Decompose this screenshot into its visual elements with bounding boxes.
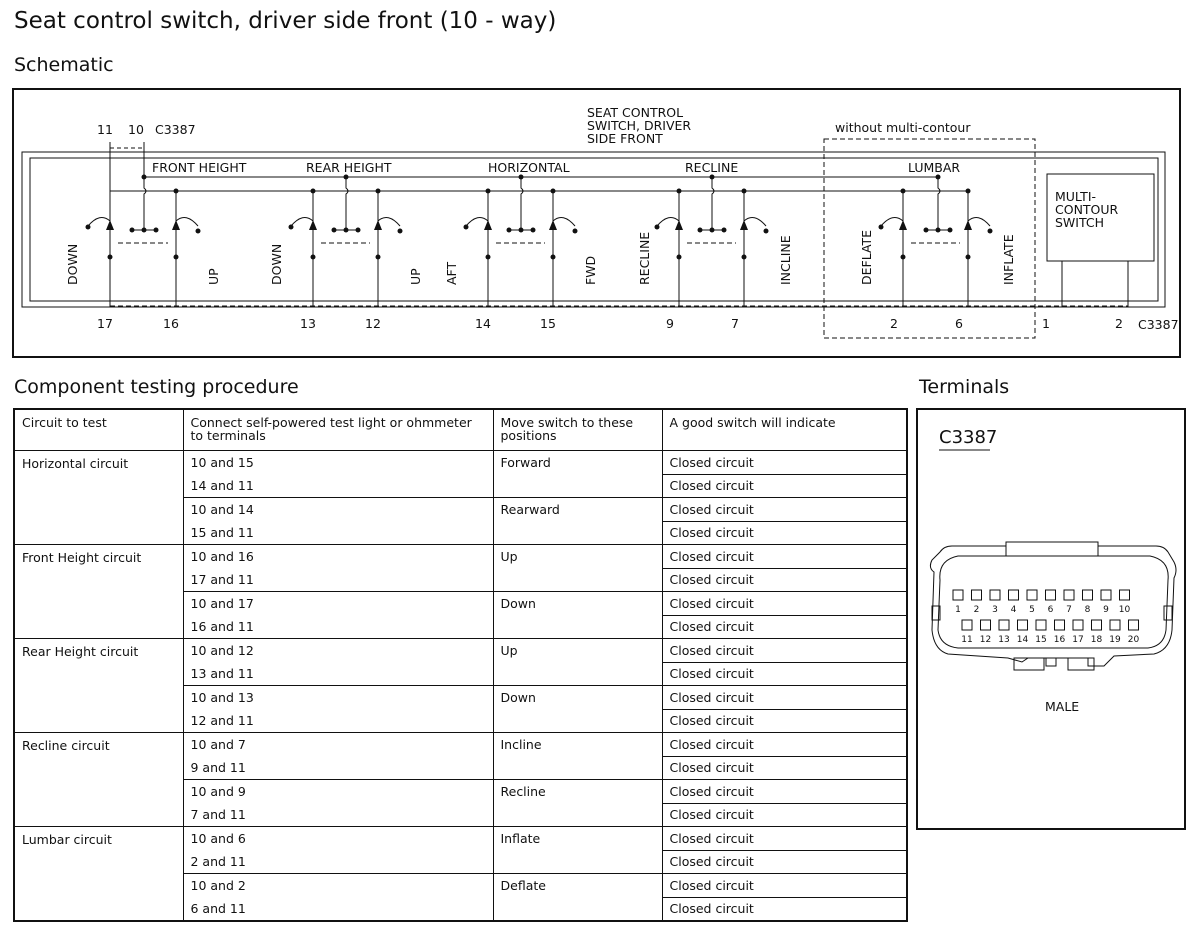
terminal-pin-number: 10	[1118, 605, 1131, 615]
terminals-cell: 10 and 13	[183, 686, 493, 710]
group-name: REAR HEIGHT	[306, 160, 392, 175]
procedure-table	[13, 408, 908, 922]
switch-label	[587, 105, 691, 146]
terminal-pin	[1064, 590, 1074, 600]
direction-label: FWD	[583, 255, 598, 285]
switch-label-line: SWITCH, DRIVER	[587, 118, 692, 133]
position-cell: Up	[493, 639, 662, 686]
direction-label: DOWN	[65, 243, 80, 285]
switch-group-rear-height	[269, 160, 423, 331]
pin-label: 16	[163, 316, 179, 331]
multi-contour-label-line: MULTI-	[1055, 189, 1097, 204]
direction-label: UP	[206, 268, 221, 285]
terminals-cell: 14 and 11	[183, 474, 493, 498]
position-cell: Down	[493, 592, 662, 639]
table-row	[14, 639, 907, 663]
terminals-heading: Terminals	[919, 376, 1010, 398]
result-cell: Closed circuit	[662, 639, 907, 663]
result-cell: Closed circuit	[662, 474, 907, 498]
terminals-cell: 10 and 7	[183, 733, 493, 757]
bottom-connector-label: C3387	[1138, 317, 1179, 332]
direction-label: RECLINE	[637, 231, 652, 285]
result-cell: Closed circuit	[662, 803, 907, 827]
terminal-pin-number: 12	[979, 635, 992, 645]
terminal-pin	[1027, 590, 1037, 600]
result-cell: Closed circuit	[662, 498, 907, 522]
table-row	[14, 451, 907, 475]
table-row	[14, 827, 907, 851]
position-cell: Down	[493, 686, 662, 733]
switch-group-horizontal	[444, 160, 598, 331]
position-cell: Inflate	[493, 827, 662, 874]
group-name: RECLINE	[685, 160, 739, 175]
table-row	[14, 545, 907, 569]
result-cell: Closed circuit	[662, 733, 907, 757]
terminal-pin	[1110, 620, 1120, 630]
terminals-cell: 10 and 14	[183, 498, 493, 522]
terminal-pin	[962, 620, 972, 630]
circuit-name: Recline circuit	[14, 733, 183, 827]
result-cell: Closed circuit	[662, 850, 907, 874]
terminal-pin-number: 7	[1066, 605, 1072, 615]
result-cell: Closed circuit	[662, 874, 907, 898]
pin-label: 15	[540, 316, 556, 331]
result-cell: Closed circuit	[662, 592, 907, 616]
terminal-pin	[953, 590, 963, 600]
terminals-cell: 13 and 11	[183, 662, 493, 686]
terminal-pin-number: 5	[1029, 605, 1035, 615]
switch-group-front-height	[65, 160, 247, 331]
result-cell: Closed circuit	[662, 568, 907, 592]
position-cell: Recline	[493, 780, 662, 827]
terminal-pin	[1129, 620, 1139, 630]
multi-contour-label-line: CONTOUR	[1055, 202, 1119, 217]
terminal-pin	[1009, 590, 1019, 600]
table-header: Connect self-powered test light or ohmmeter to terminals	[183, 409, 493, 451]
result-cell: Closed circuit	[662, 615, 907, 639]
direction-label: DEFLATE	[859, 229, 874, 285]
terminal-pin-number: 9	[1103, 605, 1109, 615]
terminals-cell: 10 and 6	[183, 827, 493, 851]
terminal-pin	[1092, 620, 1102, 630]
terminal-pin	[1055, 620, 1065, 630]
terminal-pin-number: 4	[1010, 605, 1017, 615]
result-cell: Closed circuit	[662, 545, 907, 569]
connector-view	[918, 410, 1184, 828]
result-cell: Closed circuit	[662, 521, 907, 545]
direction-label: UP	[408, 268, 423, 285]
pin-label: 17	[97, 316, 113, 331]
result-cell: Closed circuit	[662, 686, 907, 710]
direction-label: INCLINE	[778, 235, 793, 285]
page-title: Seat control switch, driver side front (10 - way)	[14, 8, 557, 34]
terminals-cell: 10 and 12	[183, 639, 493, 663]
result-cell: Closed circuit	[662, 897, 907, 921]
result-cell: Closed circuit	[662, 451, 907, 475]
group-name: LUMBAR	[908, 160, 961, 175]
table-header: A good switch will indicate	[662, 409, 907, 451]
position-cell: Deflate	[493, 874, 662, 921]
terminal-pin-number: 19	[1109, 635, 1121, 645]
schematic-heading: Schematic	[14, 54, 114, 76]
mc-pin-2: 2	[1115, 316, 1123, 331]
group-name: FRONT HEIGHT	[152, 160, 247, 175]
terminals-cell: 15 and 11	[183, 521, 493, 545]
circuit-name: Rear Height circuit	[14, 639, 183, 733]
position-cell: Incline	[493, 733, 662, 780]
result-cell: Closed circuit	[662, 709, 907, 733]
position-cell: Up	[493, 545, 662, 592]
terminal-pin	[999, 620, 1009, 630]
terminal-pin	[981, 620, 991, 630]
result-cell: Closed circuit	[662, 827, 907, 851]
pin-label: 9	[666, 316, 674, 331]
pin-label: 6	[955, 316, 963, 331]
top-pin-10: 10	[128, 122, 144, 137]
terminal-pin	[1083, 590, 1093, 600]
terminal-pin-number: 18	[1090, 635, 1103, 645]
terminal-pin-number: 1	[955, 605, 961, 615]
table-row	[14, 733, 907, 757]
pin-label: 2	[890, 316, 898, 331]
position-cell: Forward	[493, 451, 662, 498]
top-pin-11: 11	[97, 122, 113, 137]
table-header: Move switch to these positions	[493, 409, 662, 451]
circuit-name: Lumbar circuit	[14, 827, 183, 921]
table-header-row	[14, 409, 907, 451]
terminal-pin-number: 20	[1127, 635, 1140, 645]
switch-group-recline	[637, 160, 793, 331]
terminal-pin	[1073, 620, 1083, 630]
terminals-cell: 10 and 16	[183, 545, 493, 569]
result-cell: Closed circuit	[662, 756, 907, 780]
terminal-pin	[1018, 620, 1028, 630]
terminal-pin	[990, 590, 1000, 600]
gender-label: MALE	[1045, 699, 1080, 714]
group-name: HORIZONTAL	[488, 160, 570, 175]
terminals-panel	[916, 408, 1186, 830]
terminal-pin	[1101, 590, 1111, 600]
terminal-pin	[1046, 590, 1056, 600]
terminal-pin-number: 13	[998, 635, 1010, 645]
terminals-cell: 9 and 11	[183, 756, 493, 780]
result-cell: Closed circuit	[662, 780, 907, 804]
terminal-pin	[972, 590, 982, 600]
terminals-cell: 12 and 11	[183, 709, 493, 733]
direction-label: DOWN	[269, 243, 284, 285]
switch-label-line: SEAT CONTROL	[587, 105, 684, 120]
pin-label: 13	[300, 316, 316, 331]
terminal-pin	[1120, 590, 1130, 600]
terminal-pin-number: 11	[961, 635, 973, 645]
terminals-cell: 10 and 15	[183, 451, 493, 475]
multi-contour-label-line: SWITCH	[1055, 215, 1105, 230]
terminal-pin-number: 15	[1035, 635, 1047, 645]
without-multicontour-label: without multi-contour	[835, 120, 971, 135]
connector-body	[930, 542, 1176, 666]
terminals-cell: 10 and 9	[183, 780, 493, 804]
mc-pin-1: 1	[1042, 316, 1050, 331]
pin-label: 12	[365, 316, 381, 331]
terminal-pin-number: 16	[1053, 635, 1066, 645]
terminal-pin-number: 8	[1084, 605, 1091, 615]
terminals-cell: 7 and 11	[183, 803, 493, 827]
direction-label: INFLATE	[1001, 234, 1016, 285]
multi-contour-switch-label	[1055, 189, 1119, 230]
position-cell: Rearward	[493, 498, 662, 545]
direction-label: AFT	[444, 261, 459, 285]
terminals-cell: 17 and 11	[183, 568, 493, 592]
terminals-cell: 6 and 11	[183, 897, 493, 921]
terminal-pin-number: 14	[1016, 635, 1029, 645]
terminal-pin-number: 3	[992, 605, 998, 615]
circuit-name: Front Height circuit	[14, 545, 183, 639]
terminal-pin-number: 2	[973, 605, 980, 615]
terminals-cell: 16 and 11	[183, 615, 493, 639]
pin-label: 7	[731, 316, 739, 331]
switch-label-line: SIDE FRONT	[587, 131, 663, 146]
schematic-diagram	[0, 0, 1200, 370]
terminals-cell: 10 and 2	[183, 874, 493, 898]
terminals-cell: 10 and 17	[183, 592, 493, 616]
pin-label: 14	[475, 316, 491, 331]
procedure-heading: Component testing procedure	[14, 376, 299, 398]
table-header: Circuit to test	[14, 409, 183, 451]
terminal-pin-number: 17	[1072, 635, 1084, 645]
terminals-cell: 2 and 11	[183, 850, 493, 874]
result-cell: Closed circuit	[662, 662, 907, 686]
connector-name: C3387	[939, 427, 998, 448]
circuit-name: Horizontal circuit	[14, 451, 183, 545]
terminal-pin-number: 6	[1047, 605, 1054, 615]
terminal-pin	[1036, 620, 1046, 630]
switch-group-lumbar	[859, 160, 1016, 331]
top-connector-label: C3387	[155, 122, 196, 137]
